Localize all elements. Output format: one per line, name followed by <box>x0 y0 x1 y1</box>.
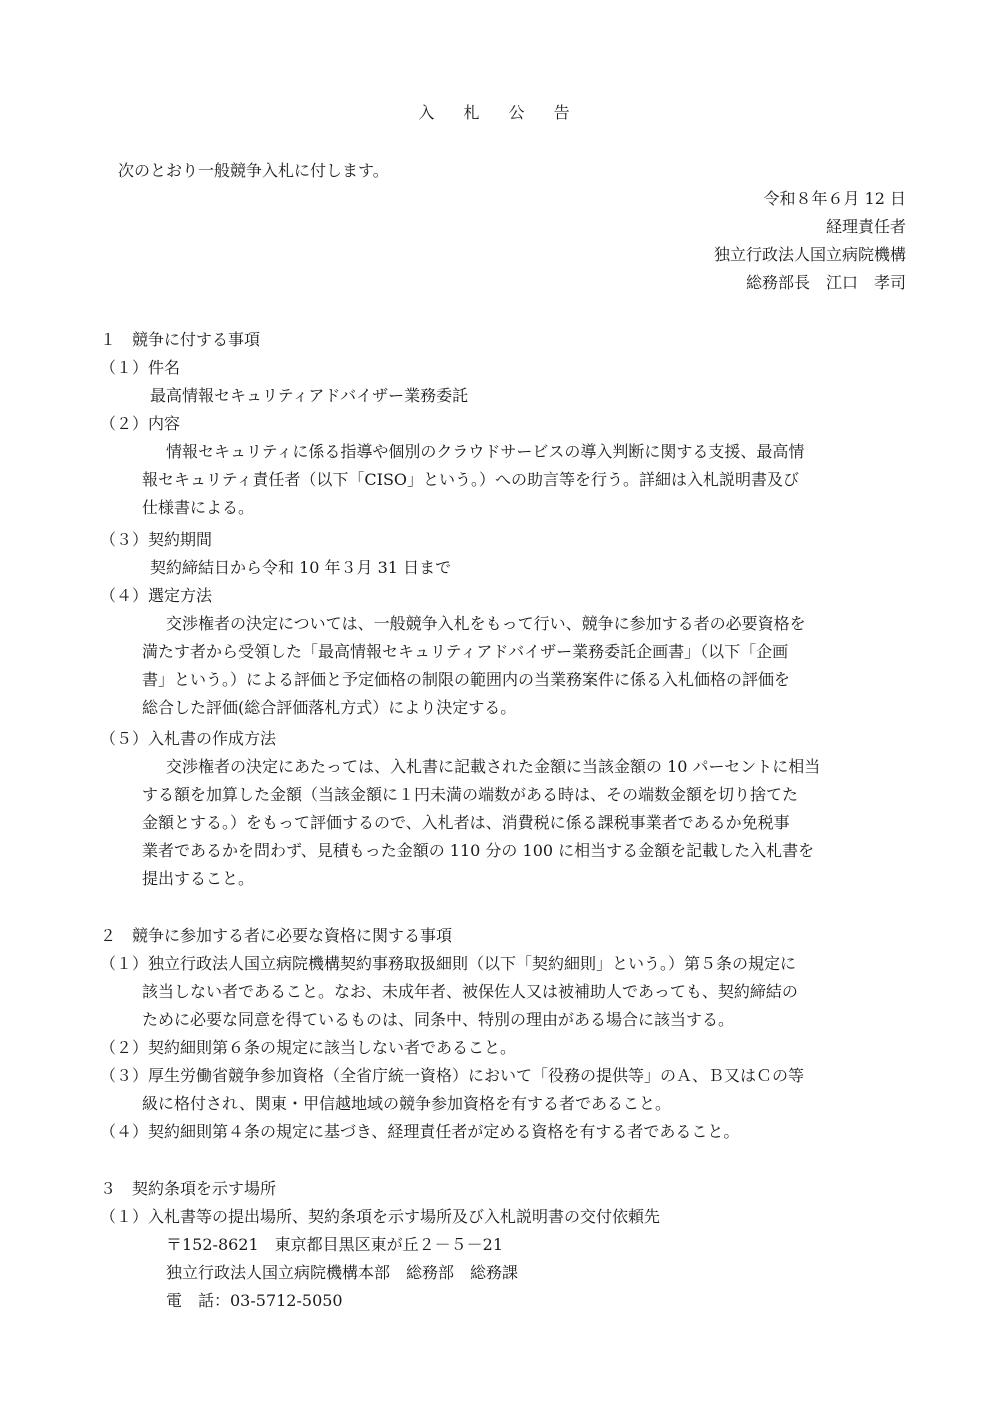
section1-item3-text: 契約締結日から令和 10 年３月 31 日まで <box>150 558 452 577</box>
section2-item1-line: 該当しない者であること。なお、未成年者、被保佐人又は被補助人であっても、契約締結の <box>142 982 798 1001</box>
section2-item4: （４）契約細則第４条の規定に基づき、経理責任者が定める資格を有する者であること。 <box>100 1122 740 1141</box>
contact-department: 独立行政法人国立病院機構本部 総務部 総務課 <box>166 1263 519 1282</box>
section1-item4-line: 交渉権者の決定については、一般競争入札をもって行い、競争に参加する者の必要資格を <box>166 614 806 633</box>
section3-heading: ３ 契約条項を示す場所 <box>100 1179 277 1198</box>
section2-item3-line: （３）厚生労働省競争参加資格（全省庁統一資格）において「役務の提供等」のＡ、Ｂ又はＣの等 <box>100 1066 805 1085</box>
section2-item3-line: 級に格付され、関東・甲信越地域の競争参加資格を有する者であること。 <box>142 1094 671 1113</box>
section1-item5-line: 提出すること。 <box>142 869 255 888</box>
section1-item5-line: 交渉権者の決定にあたっては、入札書に記載された金額に当該金額の 10 パーセントに相当 <box>166 757 821 776</box>
section1-item5-line: 金額とする。）をもって評価するので、入札者は、消費税に係る課税事業者であるか免税事 <box>142 813 790 832</box>
section2-item1-line: ために必要な同意を得ているものは、同条中、特別の理由がある場合に該当する。 <box>142 1010 735 1029</box>
section2-heading: ２ 競争に参加する者に必要な資格に関する事項 <box>100 926 453 945</box>
section1-item5-label: （５）入札書の作成方法 <box>100 729 277 748</box>
contact-address: 〒152-8621 東京都目黒区東が丘２－５－21 <box>166 1235 504 1254</box>
section1-item4-line: 満たす者から受領した「最高情報セキュリティアドバイザー業務委託企画書」（以下「企画 <box>142 642 789 661</box>
section1-item4-line: 書」という。）による評価と予定価格の制限の範囲内の当業務案件に係る入札価格の評価を <box>142 670 791 689</box>
section1-item2-line: 情報セキュリティに係る指導や個別のクラウドサービスの導入判断に関する支援、最高情 <box>166 442 805 461</box>
section1-item2-label: （２）内容 <box>100 414 181 433</box>
section1-item4-label: （４）選定方法 <box>100 586 213 605</box>
section1-item3-label: （３）契約期間 <box>100 530 213 549</box>
intro-text: 次のとおり一般競争入札に付します。 <box>118 161 389 180</box>
section1-item5-line: する額を加算した金額（当該金額に１円未満の端数がある時は、その端数金額を切り捨てた <box>142 785 799 804</box>
notice-date: 令和８年６月 12 日 <box>763 189 906 208</box>
section2-item1-line: （１）独立行政法人国立病院機構契約事務取扱細則（以下「契約細則」という。）第５条の規定に <box>100 954 797 973</box>
notice-title: 入 札 公 告 <box>418 103 582 122</box>
section1-item5-line: 業者であるかを問わず、見積もった金額の 110 分の 100 に相当する金額を記載した入札書を <box>142 841 815 860</box>
section1-item1-label: （１）件名 <box>100 358 181 377</box>
section1-item1-text: 最高情報セキュリティアドバイザー業務委託 <box>150 386 469 405</box>
contact-phone: 電 話：03-5712-5050 <box>166 1291 343 1310</box>
issuer-person: 総務部長 江口 孝司 <box>745 273 906 292</box>
section1-item2-line: 仕様書による。 <box>142 498 255 517</box>
section1-item2-line: 報セキュリティ責任者（以下「CISO」という。）への助言等を行う。詳細は入札説明書及び <box>142 470 800 489</box>
section2-item2: （２）契約細則第６条の規定に該当しない者であること。 <box>100 1038 517 1057</box>
issuer-role: 経理責任者 <box>825 217 906 236</box>
issuer-organization: 独立行政法人国立病院機構 <box>713 245 906 264</box>
section3-item1: （１）入札書等の提出場所、契約条項を示す場所及び入札説明書の交付依頼先 <box>100 1207 661 1226</box>
section1-heading: １ 競争に付する事項 <box>100 330 261 349</box>
section1-item4-line: 総合した評価(総合評価落札方式）により決定する。 <box>142 698 517 717</box>
